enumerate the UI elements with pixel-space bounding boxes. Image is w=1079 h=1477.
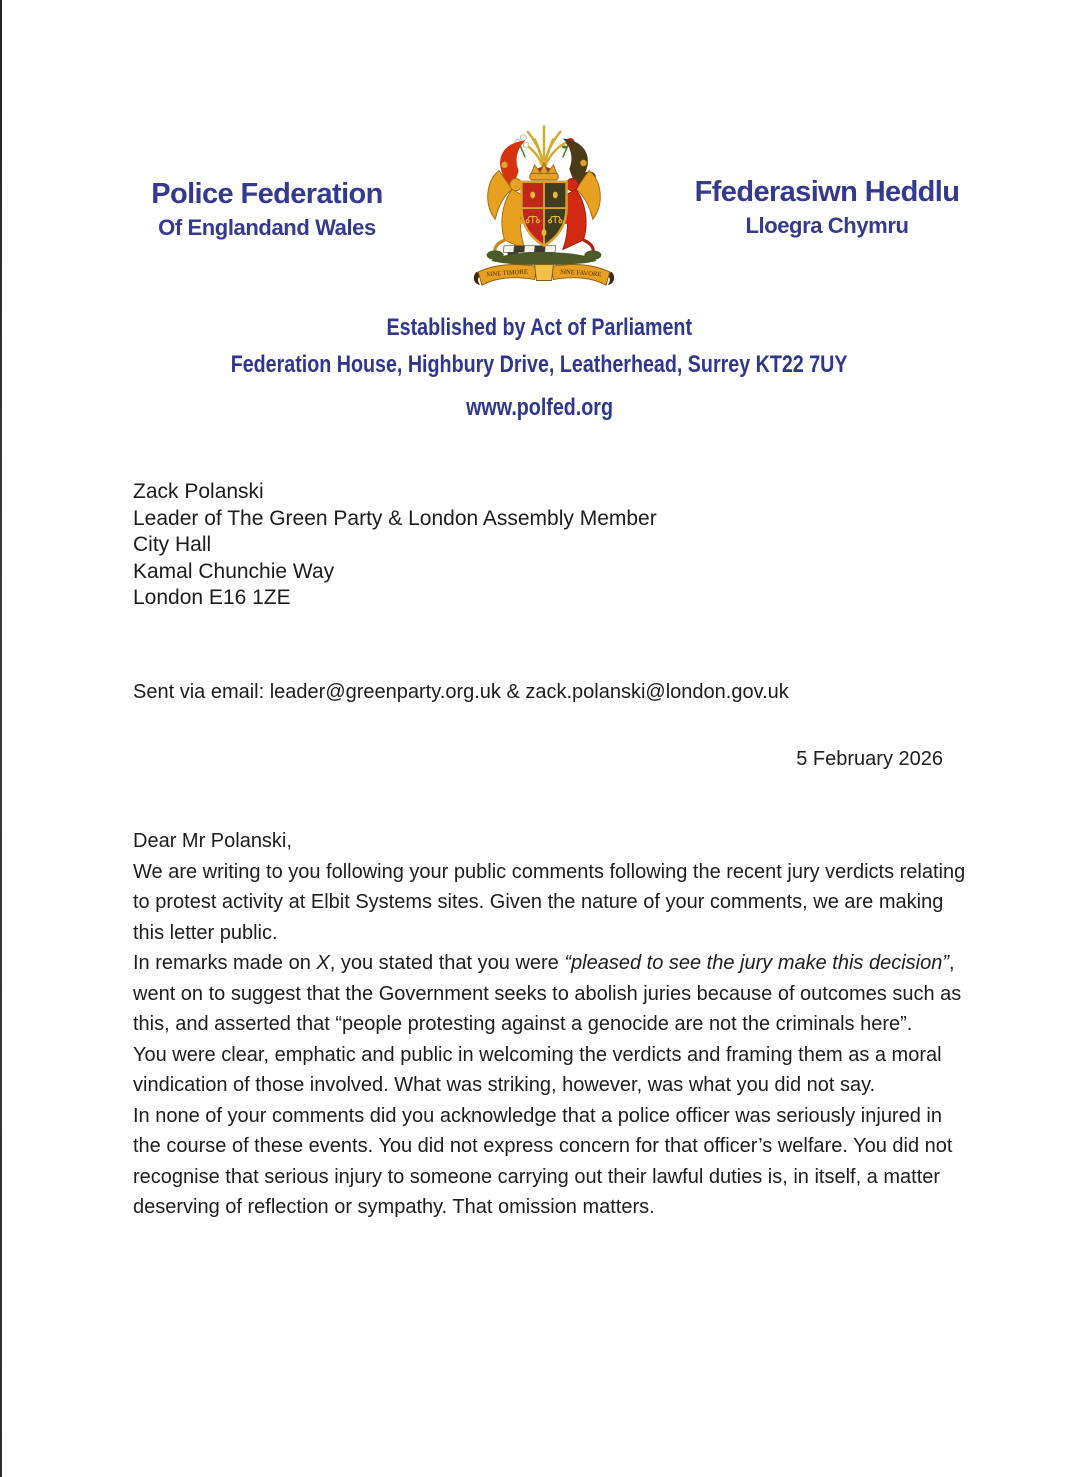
federation-address-line: Federation House, Highbury Drive, Leatherhead, Surrey KT22 7UY <box>231 351 848 378</box>
crest-crown <box>530 163 558 180</box>
paragraph-2-seg3: , you stated that you were <box>329 952 565 974</box>
org-title-welsh: Ffederasiwn Heddlu <box>694 176 960 208</box>
org-title-english: Police Federation <box>151 178 383 210</box>
website-url: www.polfed.org <box>466 394 613 421</box>
paragraph-2 <box>133 948 973 1040</box>
established-line: Established by Act of Parliament <box>386 314 693 341</box>
crest-motto-right: SINE FAVORE <box>559 268 602 279</box>
crest-shield <box>521 182 566 246</box>
coat-of-arms-icon <box>450 112 638 308</box>
sent-via-email-line: Sent via email: leader@greenparty.org.uk & zack.polanski@london.gov.uk <box>133 681 789 703</box>
crest-motto-left: SINE TIMORE <box>486 268 529 279</box>
letter-body <box>133 826 973 1223</box>
letterhead-center-lines <box>0 314 1079 379</box>
paragraph-2-quote: “pleased to see the jury make this decision” <box>564 952 949 974</box>
recipient-role: Leader of The Green Party & London Assembly Member <box>133 506 657 530</box>
scan-edge-artifact <box>0 0 2 1477</box>
paragraph-1: We are writing to you following your public comments following the recent jury verdicts relating to protest activity at Elbit Systems sites. Given the nature of your comments, we are making this letter public. <box>133 860 966 944</box>
salutation: Dear Mr Polanski, <box>133 830 292 852</box>
paragraph-2-platform-x: X <box>316 952 330 974</box>
paragraph-2-seg5: , went on to suggest that the Government seeks to abolish juries because of outcomes such as this, and asserted that “people protesting against a genocide are not the criminals here”. <box>133 952 962 1035</box>
org-subtitle-welsh: Lloegra Chymru <box>745 213 909 239</box>
crest-motto-ribbon <box>474 265 614 286</box>
paragraph-4: In none of your comments did you acknowledge that a police officer was seriously injured in the course of these events. You did not express concern for that officer’s welfare. You did not recognise that serious injury to someone carrying out their lawful duties is, in itself, a matter deserving of reflection or sympathy. That omission matters. <box>133 1104 953 1218</box>
letter-date: 5 February 2026 <box>796 748 943 770</box>
recipient-address-1: City Hall <box>133 533 212 557</box>
paragraph-2-seg1: In remarks made on <box>133 952 317 974</box>
org-name-welsh <box>662 176 992 239</box>
org-subtitle-english: Of Englandand Wales <box>158 215 376 241</box>
paragraph-3: You were clear, emphatic and public in welcoming the verdicts and framing them as a moral vindication of those involved. What was striking, however, was what you did not say. <box>133 1043 942 1096</box>
crest-svg <box>450 112 638 308</box>
org-name-english <box>112 178 422 241</box>
recipient-name: Zack Polanski <box>133 480 264 503</box>
recipient-address-block <box>133 479 657 612</box>
recipient-address-2: Kamal Chunchie Way <box>133 559 335 583</box>
recipient-postcode: London E16 1ZE <box>133 586 291 610</box>
